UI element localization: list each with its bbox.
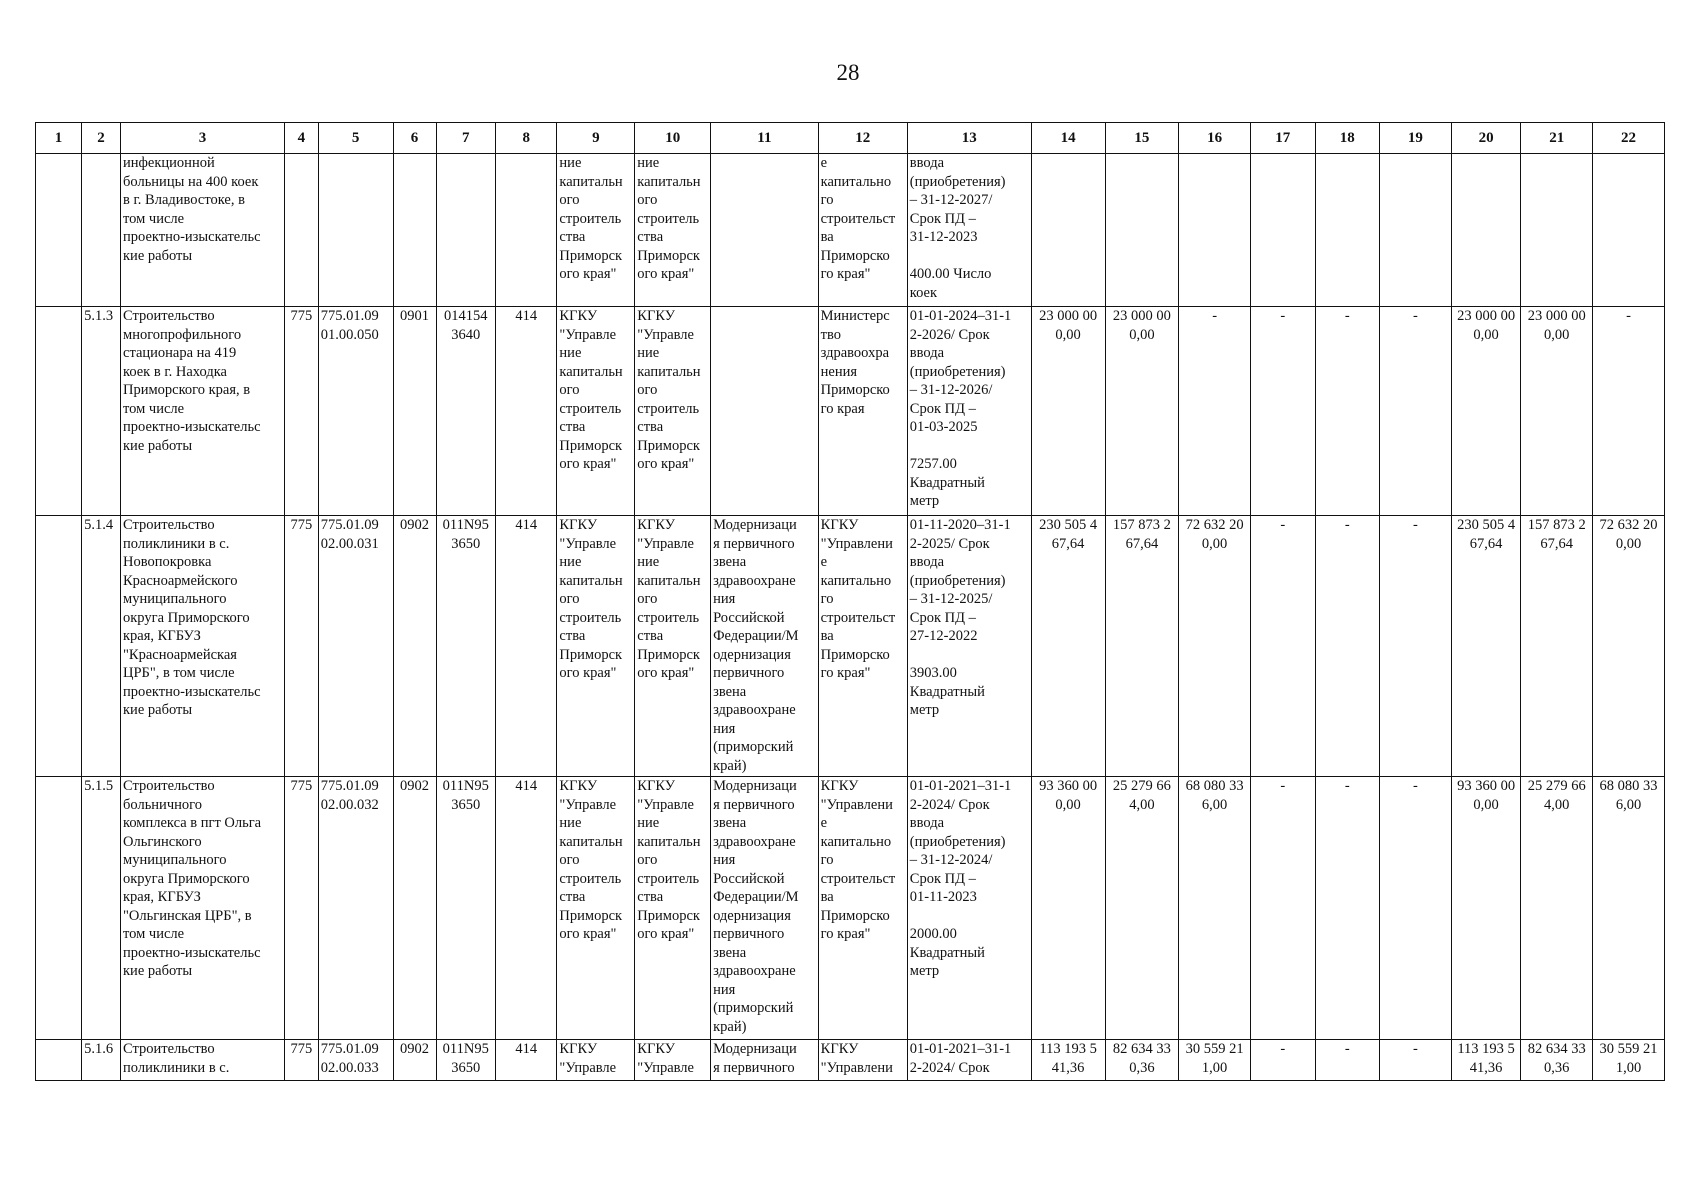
cell-responsible: Министерс тво здравоохра нения Приморско го края: [818, 307, 907, 516]
cell-object-name: инфекционной больницы на 400 коек в г. Владивостоке, в том числе проектно-изыскательс кие работы: [121, 154, 285, 307]
header-cell: 1: [36, 123, 82, 154]
cell-grbs: 775: [284, 307, 318, 516]
header-cell: 8: [495, 123, 556, 154]
cell-amount: 68 080 33 6,00: [1179, 777, 1251, 1040]
cell-row-number: [36, 154, 82, 307]
table-row: [36, 307, 1665, 516]
cell-amount: [1315, 154, 1380, 307]
cell-target-article: 011N95 3650: [436, 516, 495, 777]
cell-target-article: [436, 154, 495, 307]
cell-project: Модернизаци я первичного звена здравоохране ния Российской Федерации/М одернизация первичного звена здравоохране ния (приморский край): [711, 777, 819, 1040]
cell-amount: [1451, 154, 1521, 307]
header-cell: 20: [1451, 123, 1521, 154]
cell-grbs: 775: [284, 777, 318, 1040]
cell-amount: 23 000 00 0,00: [1105, 307, 1179, 516]
cell-target-article: 011N95 3650: [436, 1040, 495, 1081]
cell-customer: КГКУ "Управле: [557, 1040, 635, 1081]
cell-section: 0902: [393, 1040, 436, 1081]
cell-amount: 157 873 2 67,64: [1521, 516, 1593, 777]
header-cell: 7: [436, 123, 495, 154]
cell-amount: -: [1380, 516, 1452, 777]
cell-amount: 113 193 5 41,36: [1451, 1040, 1521, 1081]
cell-item-code: [82, 154, 121, 307]
header-cell: 11: [711, 123, 819, 154]
cell-row-number: [36, 1040, 82, 1081]
cell-target-article: 014154 3640: [436, 307, 495, 516]
cell-item-code: 5.1.6: [82, 1040, 121, 1081]
cell-amount: -: [1315, 307, 1380, 516]
cell-amount: 23 000 00 0,00: [1451, 307, 1521, 516]
cell-item-code: 5.1.5: [82, 777, 121, 1040]
cell-object-name: Строительство многопрофильного стационара на 419 коек в г. Находка Приморского края, в том числе проектно-изыскательс кие работы: [121, 307, 285, 516]
cell-project: [711, 154, 819, 307]
header-cell: 17: [1250, 123, 1315, 154]
cell-amount: 68 080 33 6,00: [1593, 777, 1665, 1040]
cell-amount: -: [1179, 307, 1251, 516]
cell-target-article: 011N95 3650: [436, 777, 495, 1040]
header-cell: 9: [557, 123, 635, 154]
cell-code: 775.01.09 02.00.031: [318, 516, 393, 777]
cell-object-name: Строительство поликлиники в с.: [121, 1040, 285, 1081]
header-cell: 22: [1593, 123, 1665, 154]
table-row: [36, 154, 1665, 307]
header-cell: 21: [1521, 123, 1593, 154]
cell-terms: 01-11-2020–31-1 2-2025/ Срок ввода (приобретения) – 31-12-2025/ Срок ПД – 27-12-2022 3903.00 Квадратный метр: [907, 516, 1031, 777]
cell-customer: КГКУ "Управле ние капитальн ого строитель ства Приморск ого края": [557, 777, 635, 1040]
cell-amount: [1105, 154, 1179, 307]
cell-object-name: Строительство поликлиники в с. Новопокровка Красноармейского муниципального округа Приморского края, КГБУЗ "Красноармейская ЦРБ", в том числе проектно-изыскательс кие работы: [121, 516, 285, 777]
cell-item-code: 5.1.4: [82, 516, 121, 777]
cell-amount: -: [1315, 777, 1380, 1040]
page-number: 28: [836, 60, 860, 85]
header-cell: 5: [318, 123, 393, 154]
cell-section: 0902: [393, 516, 436, 777]
header-cell: 19: [1380, 123, 1452, 154]
header-cell: 12: [818, 123, 907, 154]
header-cell: 2: [82, 123, 121, 154]
cell-expense-type: 414: [495, 516, 556, 777]
cell-row-number: [36, 516, 82, 777]
cell-object-name: Строительство больничного комплекса в пгт Ольга Ольгинского муниципального округа Приморского края, КГБУЗ "Ольгинская ЦРБ", в том числе проектно-изыскательс кие работы: [121, 777, 285, 1040]
cell-expense-type: 414: [495, 777, 556, 1040]
header-cell: 10: [635, 123, 711, 154]
cell-amount: [1593, 154, 1665, 307]
budget-table: [35, 122, 1665, 1081]
cell-developer: КГКУ "Управле: [635, 1040, 711, 1081]
cell-section: 0902: [393, 777, 436, 1040]
cell-developer: КГКУ "Управле ние капитальн ого строитель ства Приморск ого края": [635, 777, 711, 1040]
header-cell: 14: [1031, 123, 1105, 154]
cell-item-code: 5.1.3: [82, 307, 121, 516]
cell-amount: [1380, 154, 1452, 307]
cell-developer: КГКУ "Управле ние капитальн ого строитель ства Приморск ого края": [635, 307, 711, 516]
cell-terms: ввода (приобретения) – 31-12-2027/ Срок ПД – 31-12-2023 400.00 Число коек: [907, 154, 1031, 307]
cell-amount: 157 873 2 67,64: [1105, 516, 1179, 777]
table-row: [36, 516, 1665, 777]
cell-amount: 23 000 00 0,00: [1521, 307, 1593, 516]
cell-expense-type: 414: [495, 307, 556, 516]
cell-expense-type: [495, 154, 556, 307]
cell-section: 0901: [393, 307, 436, 516]
header-row: [36, 123, 1665, 154]
cell-amount: 25 279 66 4,00: [1105, 777, 1179, 1040]
cell-amount: -: [1315, 516, 1380, 777]
cell-amount: [1031, 154, 1105, 307]
table-row: [36, 1040, 1665, 1081]
header-cell: 15: [1105, 123, 1179, 154]
cell-row-number: [36, 307, 82, 516]
cell-developer: ние капитальн ого строитель ства Приморск ого края": [635, 154, 711, 307]
header-cell: 16: [1179, 123, 1251, 154]
cell-grbs: 775: [284, 1040, 318, 1081]
cell-amount: 72 632 20 0,00: [1593, 516, 1665, 777]
header-cell: 13: [907, 123, 1031, 154]
header-cell: 18: [1315, 123, 1380, 154]
cell-amount: 93 360 00 0,00: [1031, 777, 1105, 1040]
cell-amount: [1521, 154, 1593, 307]
cell-customer: КГКУ "Управле ние капитальн ого строитель ства Приморск ого края": [557, 516, 635, 777]
cell-amount: -: [1380, 1040, 1452, 1081]
cell-project: Модернизаци я первичного звена здравоохране ния Российской Федерации/М одернизация первичного звена здравоохране ния (приморский край): [711, 516, 819, 777]
cell-amount: 23 000 00 0,00: [1031, 307, 1105, 516]
cell-amount: 230 505 4 67,64: [1451, 516, 1521, 777]
cell-terms: 01-01-2021–31-1 2-2024/ Срок: [907, 1040, 1031, 1081]
cell-amount: 30 559 21 1,00: [1179, 1040, 1251, 1081]
cell-developer: КГКУ "Управле ние капитальн ого строитель ства Приморск ого края": [635, 516, 711, 777]
cell-grbs: 775: [284, 516, 318, 777]
cell-amount: 25 279 66 4,00: [1521, 777, 1593, 1040]
cell-code: [318, 154, 393, 307]
cell-code: 775.01.09 02.00.032: [318, 777, 393, 1040]
cell-customer: КГКУ "Управле ние капитальн ого строитель ства Приморск ого края": [557, 307, 635, 516]
cell-code: 775.01.09 01.00.050: [318, 307, 393, 516]
cell-code: 775.01.09 02.00.033: [318, 1040, 393, 1081]
cell-responsible: КГКУ "Управлени: [818, 1040, 907, 1081]
header-cell: 6: [393, 123, 436, 154]
cell-responsible: е капитально го строительст ва Приморско го края": [818, 154, 907, 307]
cell-amount: 113 193 5 41,36: [1031, 1040, 1105, 1081]
budget-table-container: [35, 122, 1665, 1086]
cell-row-number: [36, 777, 82, 1040]
cell-amount: -: [1593, 307, 1665, 516]
cell-amount: -: [1250, 307, 1315, 516]
cell-amount: -: [1315, 1040, 1380, 1081]
cell-amount: -: [1250, 777, 1315, 1040]
cell-amount: 30 559 21 1,00: [1593, 1040, 1665, 1081]
cell-amount: 82 634 33 0,36: [1105, 1040, 1179, 1081]
cell-amount: 72 632 20 0,00: [1179, 516, 1251, 777]
cell-amount: 93 360 00 0,00: [1451, 777, 1521, 1040]
cell-terms: 01-01-2021–31-1 2-2024/ Срок ввода (приобретения) – 31-12-2024/ Срок ПД – 01-11-2023 2000.00 Квадратный метр: [907, 777, 1031, 1040]
cell-amount: [1250, 154, 1315, 307]
header-cell: 4: [284, 123, 318, 154]
cell-grbs: [284, 154, 318, 307]
cell-amount: -: [1380, 307, 1452, 516]
cell-amount: [1179, 154, 1251, 307]
cell-amount: 82 634 33 0,36: [1521, 1040, 1593, 1081]
cell-amount: -: [1380, 777, 1452, 1040]
cell-project: Модернизаци я первичного: [711, 1040, 819, 1081]
cell-amount: -: [1250, 516, 1315, 777]
cell-expense-type: 414: [495, 1040, 556, 1081]
cell-customer: ние капитальн ого строитель ства Приморск ого края": [557, 154, 635, 307]
table-row: [36, 777, 1665, 1040]
cell-amount: 230 505 4 67,64: [1031, 516, 1105, 777]
cell-project: [711, 307, 819, 516]
header-cell: 3: [121, 123, 285, 154]
cell-responsible: КГКУ "Управлени е капитально го строительст ва Приморско го края": [818, 777, 907, 1040]
cell-amount: -: [1250, 1040, 1315, 1081]
cell-responsible: КГКУ "Управлени е капитально го строительст ва Приморско го края": [818, 516, 907, 777]
cell-terms: 01-01-2024–31-1 2-2026/ Срок ввода (приобретения) – 31-12-2026/ Срок ПД – 01-03-2025 7257.00 Квадратный метр: [907, 307, 1031, 516]
cell-section: [393, 154, 436, 307]
